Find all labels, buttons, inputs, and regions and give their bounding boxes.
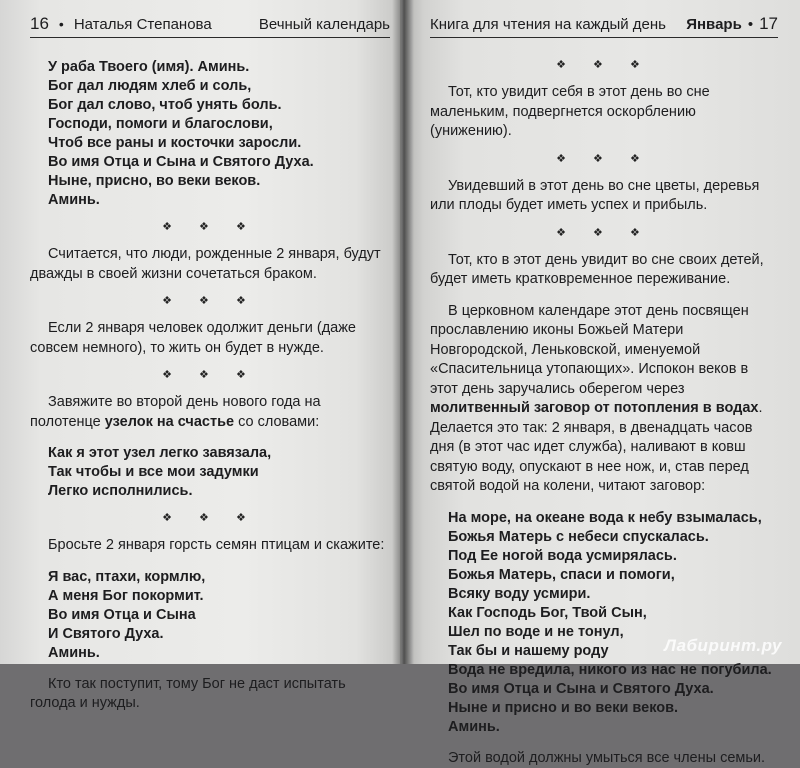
section-divider: ❖ ❖ ❖ [430,58,778,71]
month-page-group [686,14,778,34]
verse-line: Так чтобы и все мои задумки [48,463,390,482]
verse-line: Так бы и нашему роду [448,642,778,661]
verse-line: Ныне, присно, во веки веков. [48,172,390,191]
paragraph-icon-emphasis: молитвенный заговор от потопления в водах [430,400,758,416]
knot-verse [30,444,390,501]
verse-line: Бог дал слово, чтоб унять боль. [48,96,390,115]
paragraph-knot-text: Завяжите во второй день нового года на полотенце [30,394,321,430]
verse-line: Как я этот узел легко завязала, [48,444,390,463]
verse-line: Во имя Отца и Сына и Святого Духа. [48,153,390,172]
left-page [0,0,404,664]
verse-line: Вода не вредила, никого из нас не погубила. [448,661,778,680]
page-number-left: 16 [30,14,49,34]
section-divider: ❖ ❖ ❖ [30,511,390,524]
section-divider: ❖ ❖ ❖ [30,368,390,381]
opening-verse [30,58,390,210]
paragraph-icon-tail: . Делается это так: 2 января, в двенадцать часов дня (в этот час идет служба), наливают в ковш святую воду, опускают в нее нож, и, став перед святой водой на колени, читают заговор: [430,400,762,494]
paragraph-small: Тот, кто увидит себя в этот день во сне маленьким, подвергнется оскорблению (унижению). [430,83,778,142]
paragraph-flowers: Увидевший в этот день во сне цветы, деревья или плоды будет иметь успех и прибыль. [430,177,778,216]
verse-line: Божья Матерь с небеси спускалась. [448,528,778,547]
verse-line: А меня Бог покормит. [48,587,390,606]
water-verse [430,509,778,737]
verse-line: Аминь. [48,191,390,210]
verse-line: На море, на океане вода к небу взымалась, [448,509,778,528]
verse-line: Бог дал людям хлеб и соль, [48,77,390,96]
verse-line: Божья Матерь, спаси и помоги, [448,566,778,585]
verse-line: Во имя Отца и Сына [48,606,390,625]
paragraph-knot [30,393,390,432]
paragraph-knot-emphasis: узелок на счастье [105,414,234,430]
verse-line: Во имя Отца и Сына и Святого Духа. [448,680,778,699]
author-name: Наталья Степанова [74,16,212,33]
running-title: Книга для чтения на каждый день [430,16,666,33]
verse-line: Всяку воду усмири. [448,585,778,604]
paragraph-money: Если 2 января человек одолжит деньги (даже совсем немного), то жить он будет в нужде. [30,319,390,358]
seeds-verse [30,568,390,663]
right-page [400,0,800,664]
paragraph-seeds: Бросьте 2 января горсть семян птицам и скажите: [30,536,390,556]
verse-line: И Святого Духа. [48,625,390,644]
verse-line: Аминь. [448,718,778,737]
left-page-header [30,14,390,38]
section-divider: ❖ ❖ ❖ [30,294,390,307]
verse-line: Под Ее ногой вода усмирялась. [448,547,778,566]
book-gutter-shadow [392,0,414,664]
header-separator-right: • [748,16,753,33]
verse-line: Шел по воде и не тонул, [448,623,778,642]
verse-line: Я вас, птахи, кормлю, [48,568,390,587]
verse-line: Легко исполнились. [48,482,390,501]
paragraph-icon [430,302,778,497]
verse-line: У раба Твоего (имя). Аминь. [48,58,390,77]
labirint-watermark: Лабиринт.ру [664,636,782,656]
section-divider: ❖ ❖ ❖ [430,226,778,239]
paragraph-children: Тот, кто в этот день увидит во сне своих детей, будет иметь кратковременное переживание. [430,251,778,290]
paragraph-wash: Этой водой должны умыться все члены семьи. [430,749,778,768]
verse-line: Господи, помоги и благослови, [48,115,390,134]
paragraph-marriage: Считается, что люди, рожденные 2 января, будут дважды в своей жизни сочетаться браком. [30,245,390,284]
paragraph-knot-tail: со словами: [234,414,319,430]
page-number-right: 17 [759,14,778,34]
right-page-header [430,14,778,38]
paragraph-icon-text: В церковном календаре этот день посвящен прославлению иконы Божьей Матери Новгородской, Леньковской, именуемой «Спасительница утопающих». Испокон веков в этот день заручались оберегом через [430,303,749,397]
header-separator-left: • [59,16,64,32]
section-divider: ❖ ❖ ❖ [30,220,390,233]
verse-line: Как Господь Бог, Твой Сын, [448,604,778,623]
paragraph-hunger: Кто так поступит, тому Бог не даст испытать голода и нужды. [30,675,390,714]
verse-line: Чтоб все раны и косточки заросли. [48,134,390,153]
section-divider: ❖ ❖ ❖ [430,152,778,165]
verse-line: Ныне и присно и во веки веков. [448,699,778,718]
verse-line: Аминь. [48,644,390,663]
book-title: Вечный календарь [259,16,390,33]
month-label: Январь [686,16,742,33]
